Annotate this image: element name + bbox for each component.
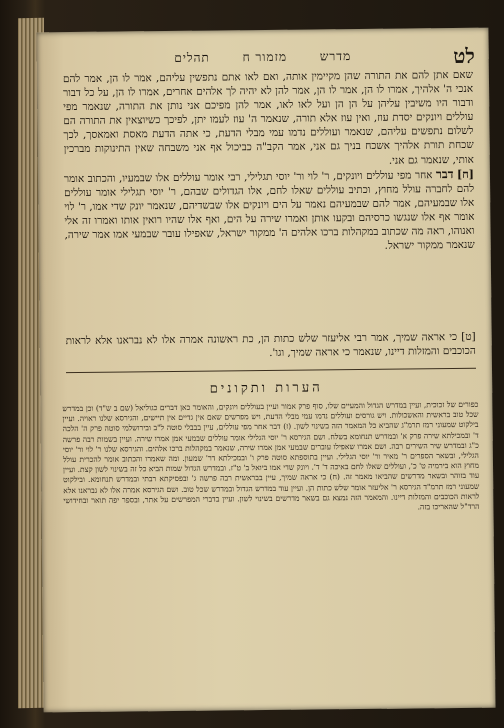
main-paragraph-2-text: אחר מפי עוללים ויונקים, ר' לוי ור' יוסי תגלילי, רבי אומר עוללים אלו שבמעיו, והכתוב אומר להם לחברה עולל מחוץ, וכתיב עוללים שאלו לחם, אלו הגדולים שבהם, ר' יוסי תגלילי אומר עוללים אלו שבמעיהם, אמר להם שבמעיהם נאמר על הים ויונקים אלו שבשדיהם, שנאמר יונק שדי אמו, ר' לוי אומר אף אלו שנגשו כרסיהם ובקעו אותן ואמרו שירה על הים, ואף אלו שהיו רואין אותו ואמרו זה אלי ואנוהו, ראה מה שכתוב במקהלות ברכו אלהים ה' ממקור ישראל, שאפילו עובר שבמעי אמו אמר שירה, שנאמר ממקור ישראל.	[63, 168, 475, 252]
folio-number: לט	[453, 43, 475, 69]
section-label: [ח]	[456, 167, 474, 181]
book-page	[36, 28, 495, 713]
header-psalms: תהלים	[174, 50, 210, 65]
notes-title: הערות ותקונים	[209, 380, 323, 397]
main-paragraph-2	[64, 166, 475, 256]
main-paragraph-3-block	[66, 330, 476, 362]
notes-text: כפורים של זכוכית, ועיין במדרש הגדול והמעיים שלו, סוף פרק אמור ועיין בעוללים ויונקים, והאומר כאן דברים כגוליאל (שם ב ש"ד) וכן במדרש שכל טוב בראשית והאשכולות. ויש גורסים ועוללים נדמו עמי מבלי הדעת, ויש מפרשים שאם אין גדיים אין תיישים, והגירסא שלנו ראויה. ועיין בילקוט שמעוני רמז תרמ"ג שהביא כל המאמר הזה בשינוי לשון. (ז) דבר אחר מפי עוללים, עיין בבבלי סוטה ל"ב ובירושלמי סוטה פרק ה' הלכה ד' ובמכילתא שירה פרק א' ובמדרש תנחומא בשלח. ושם הגירסא ר' יוסי הגלילי אומר עוללים שבמעי אמן אמרו שירה. ועיין בשמות רבה פרשה כ"ג ובמדרש שיר השירים רבה. ושם אמרו שאפילו עוברים שבמעי אמן אמרו שירה, שנאמר במקהלות ברכו אלהים. והגירסא שלנו ר' לוי ור' יוסי הגלילי, ובשאר הספרים ר' מאיר ור' יוסי הגלילי. ועיין בתוספתא סוטה פרק ו' ובמכילתא דר' שמעון. ומה שאמרו והכתוב אומר להכרית עולל מחוץ הוא בירמיה ט' כ', ועוללים שאלו לחם באיכה ד' ד'. ויונק שדי אמו ביואל ב' ט"ז. ובמדרש הגדול שמות הביא כל זה בשינוי לשון קצת. ועיין עוד בזוהר ובשאר מדרשים שהביאו מאמר זה. (ח) כי אראה שמיך, עיין בבראשית רבה פרשה ג' ובפסיקתא רבתי ובמדרש תנחומא. ובילקוט שמעוני רמז תרמ"ד הגירסא ר' אליעזר אומר שלש כתות הן. ועיין עוד במדרש הגדול ובמדרש שכל טוב. ושם הגירסא אמרה אלו לא נבראנו אלא לראות הכוכבים והמזלות דיינו. והמאמר הזה נמצא גם בשאר מדרשים בשינוי לשון. ועיין בדברי המפרשים על אתר, ובספר יפה תואר ובחידושי הרד"ל שהאריכו בזה.	[62, 399, 480, 512]
main-text	[63, 68, 475, 257]
main-paragraph-3: [ט] כי אראה שמיך, אמר רבי אליעזר שלש כתות הן, כת ראשונה אמרה אלו לא נבראנו אלא לראות הכוכבים והמזלות דיינו, שנאמר כי אראה שמיך, וגו'.	[65, 330, 476, 360]
header-book: מדרש	[319, 49, 352, 64]
main-paragraph-1: שאם אתן להם את התורה שהן מקיימין אותה, ואם לאו אתם נתפשין עליהם, אמר לו הן, אמר להם אנכי ה' אלהיך, אמרו לו הן, אמר לו הן, אמר להן לא יהיה לך אלהים אחרים, אמרו לו הן, על כל דבור ודבור היו משיבין עליהן על הן הן ועל לאו לאו, אמר להן מפיכם אני נותן את התורה, שנאמר מפי עוללים ויונקים יסדת עוז, ואין עוז אלא תורה, שנאמר ה' עוז לעמו יתן, לפיכך כשיוצאין את התורה הם לשלום נתפשים עליהם, שנאמר ועוללים נדמו עמי מבלי הדעת, כי אתה הדעת מאסת ואמאסך, לכך שכחת תורת אלהיך אשכח בניך גם אני, אמר הקב"ה כביכול אף אני משבחה שאין התינוקות מברכין אותי, שנאמר גם אני.	[62, 68, 474, 167]
notes-body	[62, 400, 481, 696]
dibur-hamatchil: דבר	[435, 166, 454, 181]
header-titles	[37, 48, 489, 68]
header-chapter: מזמור ח	[242, 49, 288, 65]
divider	[66, 368, 476, 373]
